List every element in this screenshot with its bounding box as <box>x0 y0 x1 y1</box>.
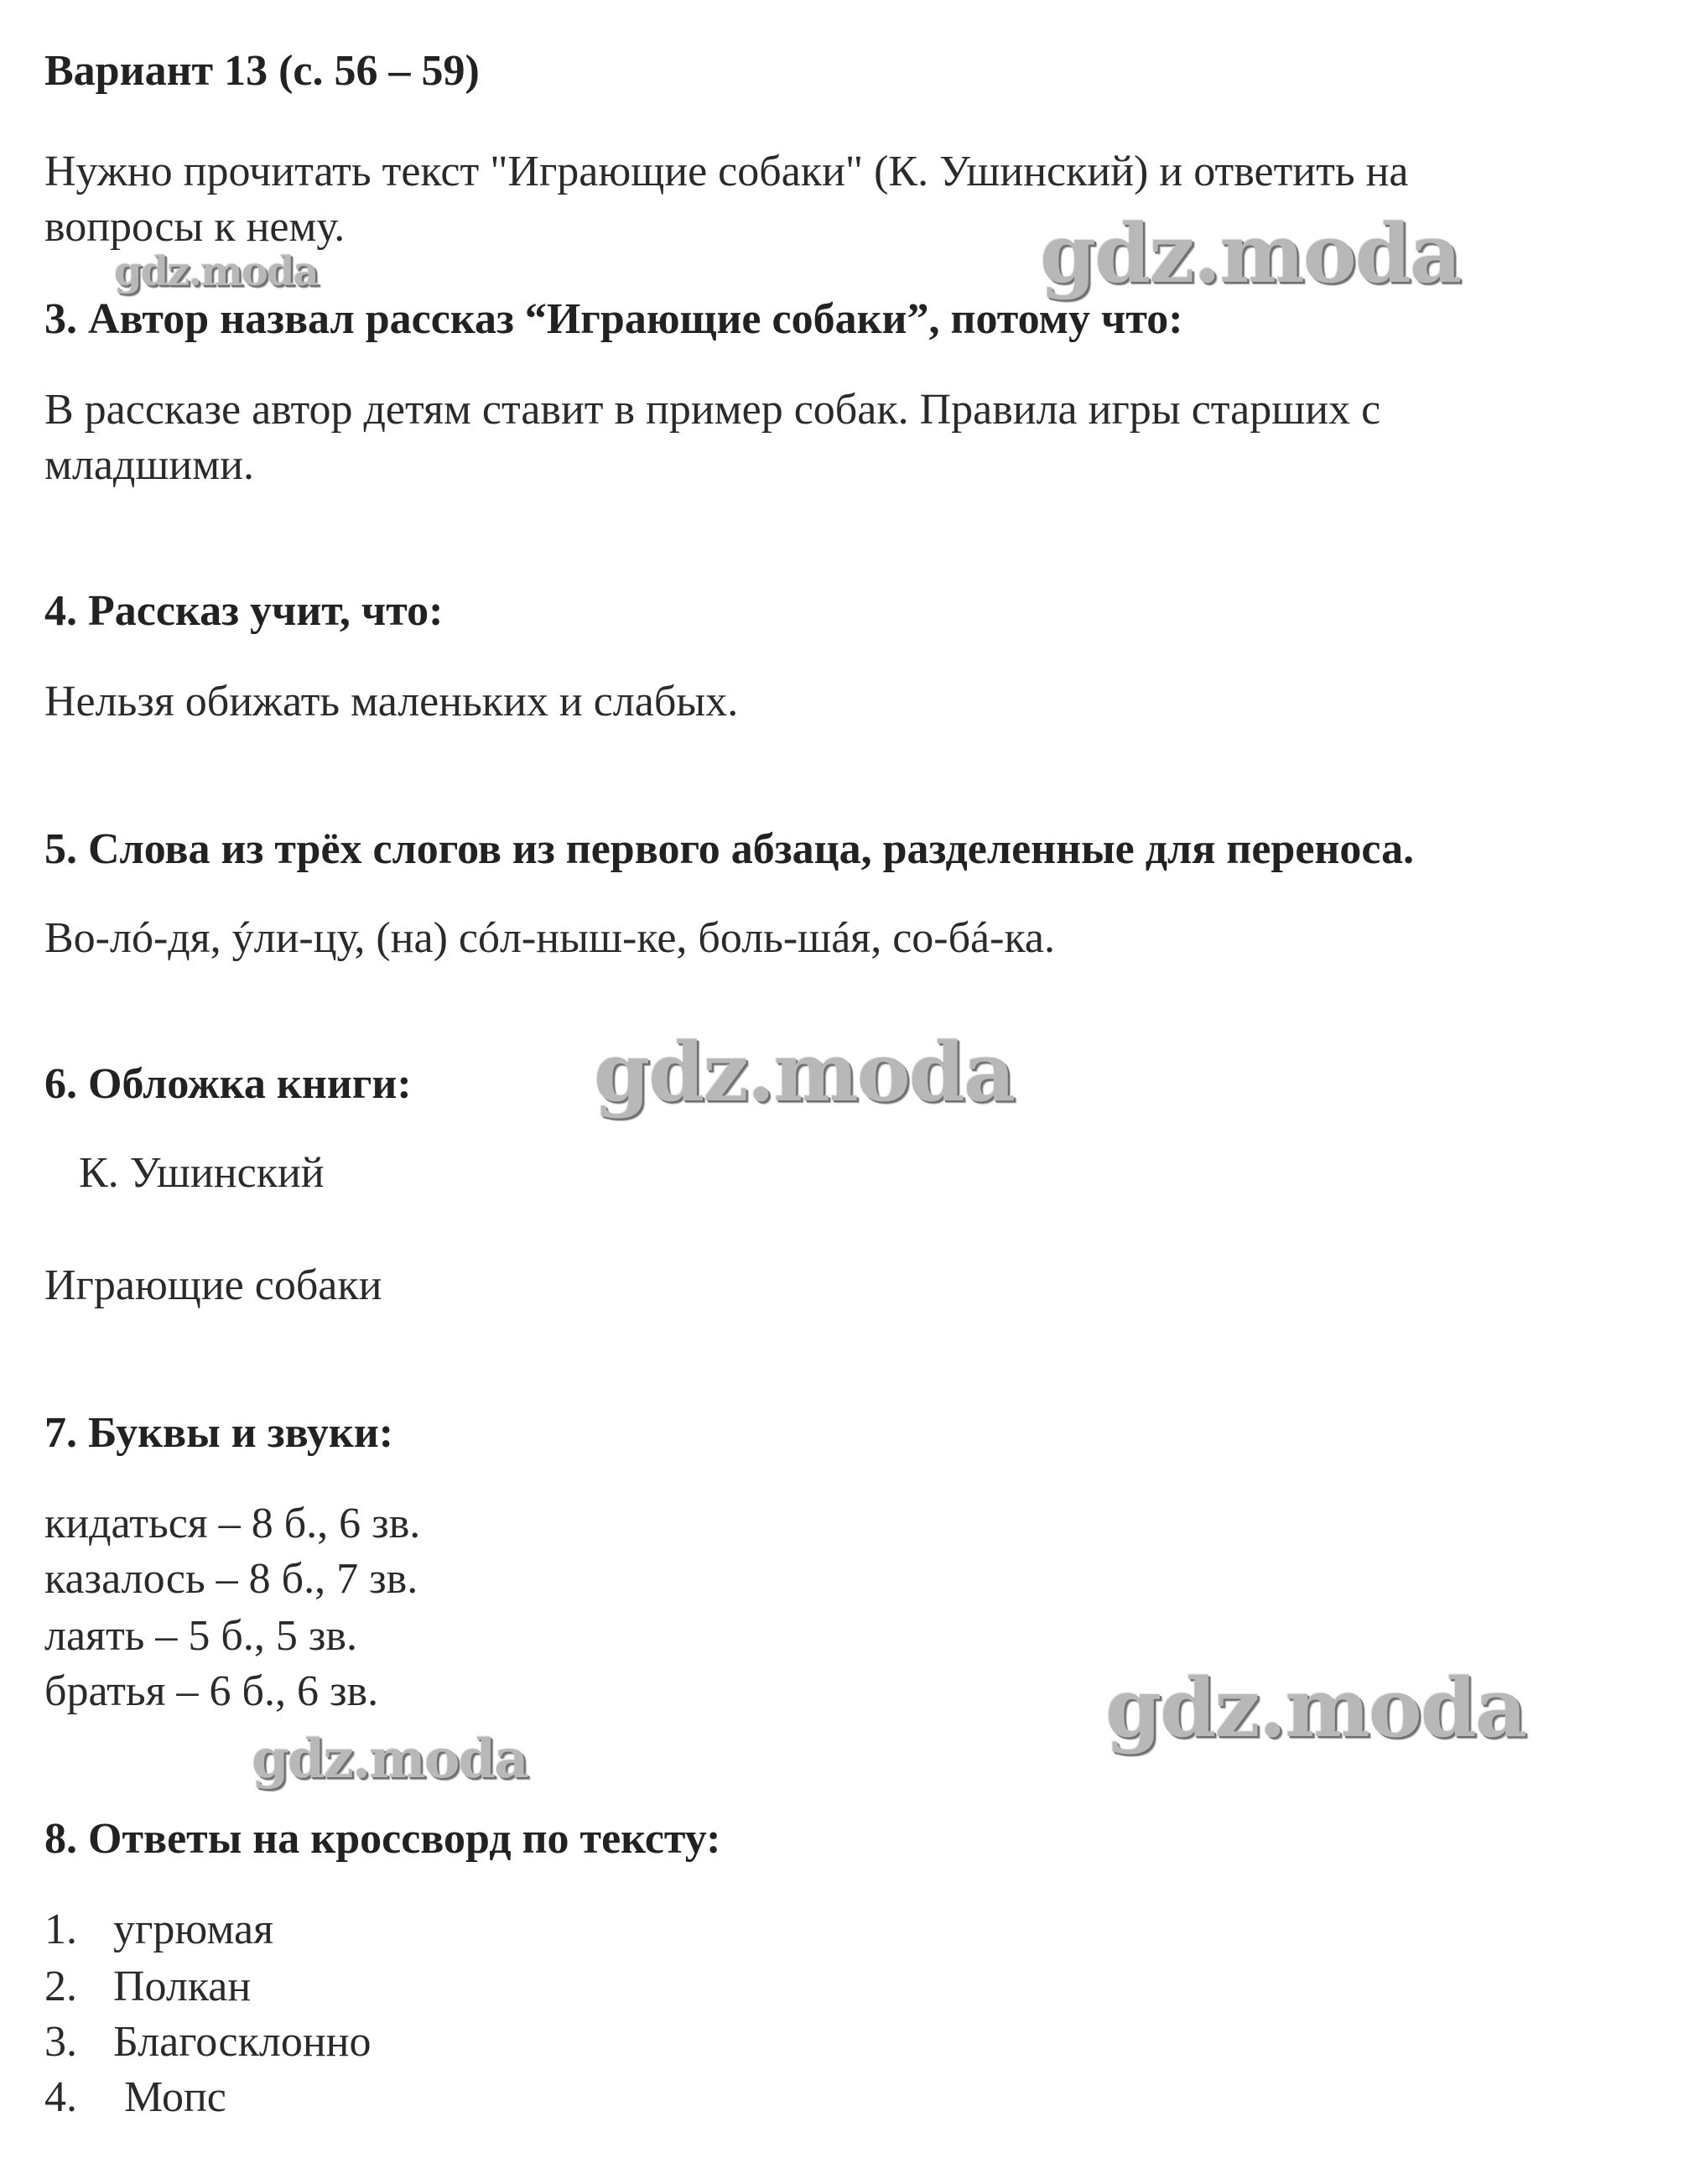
watermark-logo: gdz.moda <box>594 1025 1015 1120</box>
q5-heading: 5. Слова из трёх слогов из первого абзаца, разделенные для переноса. <box>44 825 1415 873</box>
q7-item: лаять – 5 б., 5 зв. <box>44 1612 357 1660</box>
q3-heading: 3. Автор назвал рассказ “Играющие собаки”, потому что: <box>44 295 1183 343</box>
q7-item: кидаться – 8 б., 6 зв. <box>44 1500 421 1547</box>
q8-heading: 8. Ответы на кроссворд по тексту: <box>44 1815 721 1863</box>
q8-list-item <box>44 2015 371 2070</box>
intro-line-1: Нужно прочитать текст "Играющие собаки" (К. Ушинский) и ответить на <box>44 148 1409 195</box>
watermark-logo: gdz.moda <box>252 1728 527 1791</box>
q4-heading: 4. Рассказ учит, что: <box>44 587 444 635</box>
page-title: Вариант 13 (с. 56 – 59) <box>44 47 480 95</box>
q7-item: братья – 6 б., 6 зв. <box>44 1667 379 1715</box>
q8-list-number: 1. <box>44 1906 77 1953</box>
q3-answer-line-2: младшими. <box>44 441 254 489</box>
q8-list-item <box>44 1959 251 2015</box>
q3-answer-line-1: В рассказе автор детям ставит в пример собак. Правила игры старших с <box>44 386 1381 434</box>
q6-heading: 6. Обложка книги: <box>44 1060 412 1108</box>
q8-list-item <box>44 2070 226 2125</box>
q7-item: казалось – 8 б., 7 зв. <box>44 1555 418 1603</box>
q8-list-item <box>44 1902 273 1958</box>
watermark-logo: gdz.moda <box>114 248 318 295</box>
q6-book-title: Играющие собаки <box>44 1261 382 1309</box>
q8-list-number: 3. <box>44 2018 77 2066</box>
q8-list-number: 2. <box>44 1963 77 2010</box>
intro-line-2: вопросы к нему. <box>44 203 346 251</box>
q6-author: К. Ушинский <box>79 1149 325 1197</box>
q8-list-text: Мопс <box>113 2073 226 2121</box>
q8-list-text: Полкан <box>113 1963 252 2010</box>
q8-list-text: Благосклонно <box>113 2018 372 2066</box>
q8-list-number: 4. <box>44 2073 77 2121</box>
q7-heading: 7. Буквы и звуки: <box>44 1409 394 1457</box>
q5-answer: Во-лó-дя, ýли-цу, (на) сóл-ныш-ке, боль-шáя, со-бá-ка. <box>44 914 1056 962</box>
watermark-logo: gdz.moda <box>1040 206 1461 301</box>
q8-list-text: угрюмая <box>113 1906 274 1953</box>
watermark-logo: gdz.moda <box>1105 1661 1526 1755</box>
q4-answer: Нельзя обижать маленьких и слабых. <box>44 678 739 725</box>
